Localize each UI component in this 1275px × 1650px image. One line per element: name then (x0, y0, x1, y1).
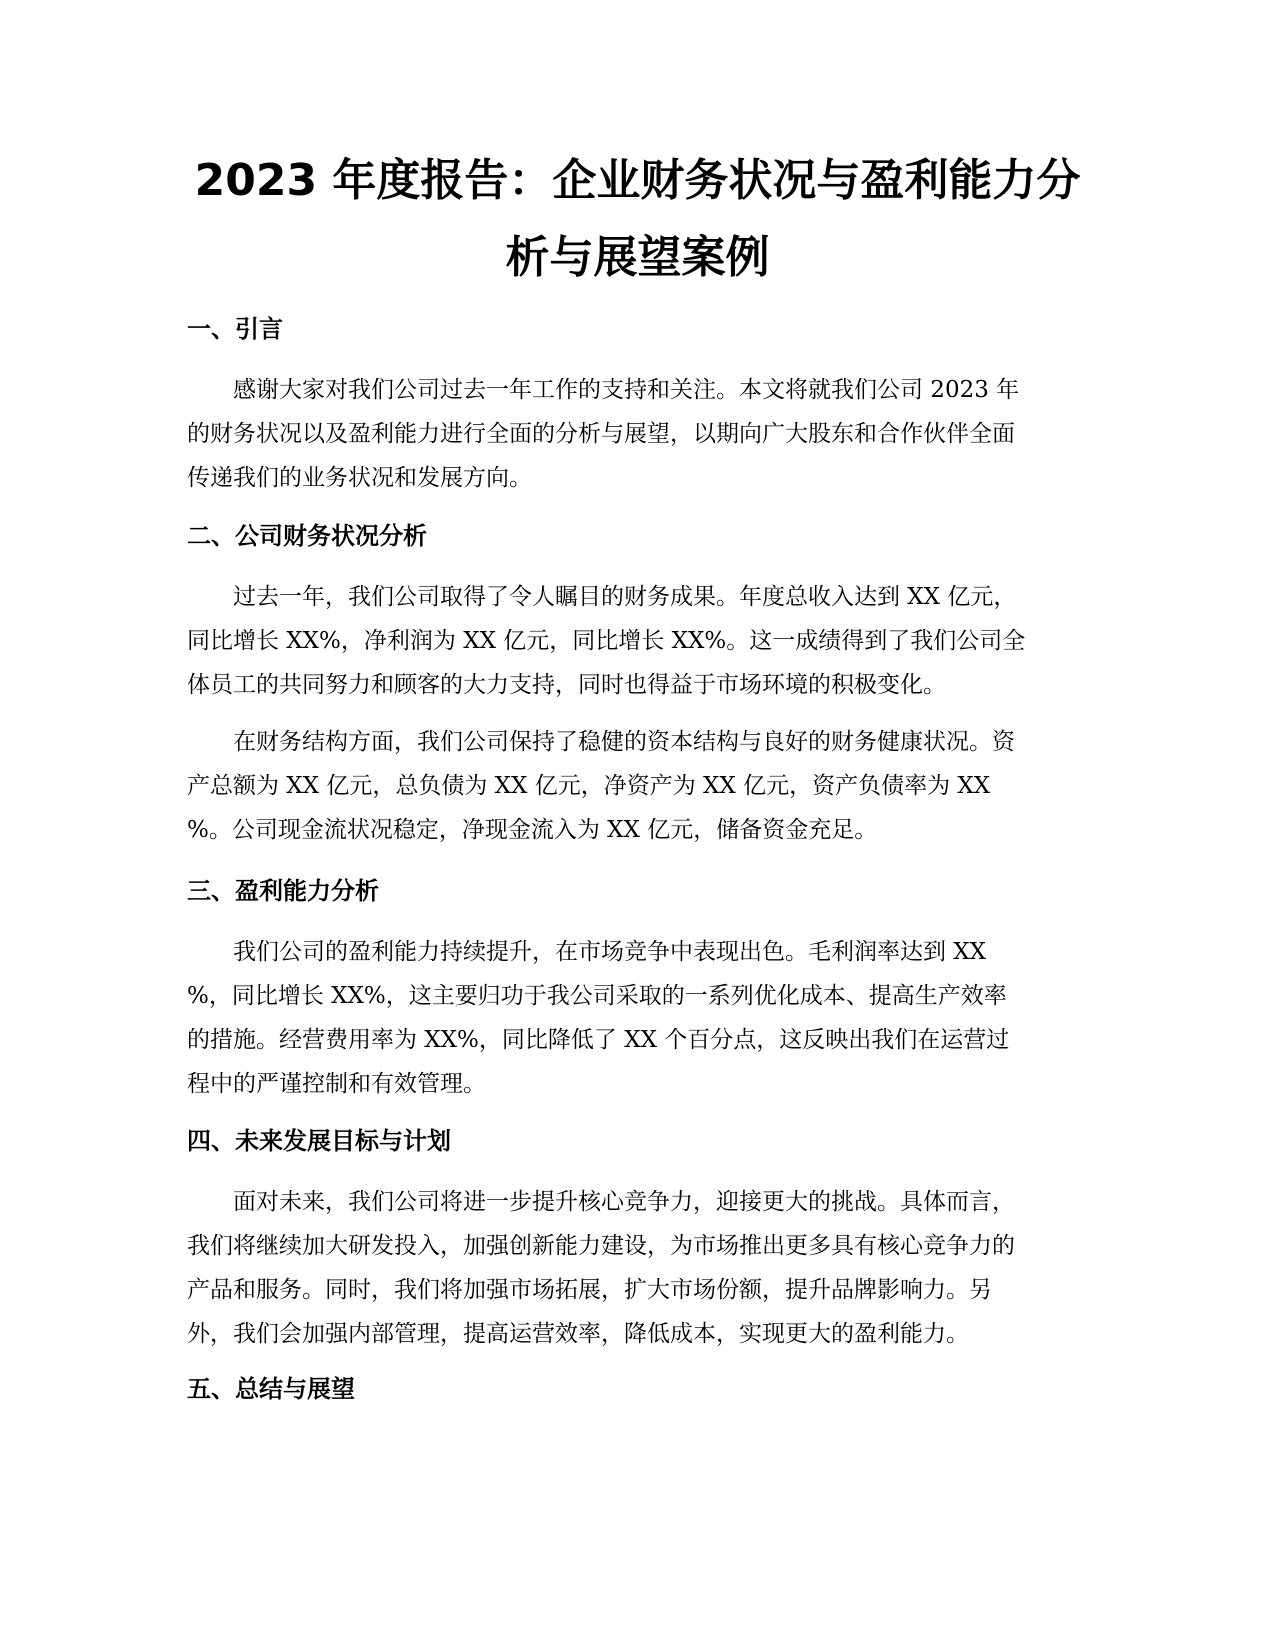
section-heading-financial-status: 二、公司财务状况分析 (187, 522, 427, 550)
paragraph-line: 产总额为 XX 亿元，总负债为 XX 亿元，净资产为 XX 亿元，资产负债率为 XX (187, 773, 991, 799)
section-heading-profitability: 三、盈利能力分析 (187, 877, 379, 905)
document-title-line-1: 2023 年度报告：企业财务状况与盈利能力分 (194, 155, 1081, 206)
paragraph-line: 的措施。经营费用率为 XX%，同比降低了 XX 个百分点，这反映出我们在运营过 (187, 1027, 1010, 1053)
paragraph-future-plans (187, 1180, 1097, 1356)
paragraph-line: 外，我们会加强内部管理，提高运营效率，降低成本，实现更大的盈利能力。 (187, 1321, 969, 1347)
paragraph-line: 同比增长 XX%，净利润为 XX 亿元，同比增长 XX%。这一成绩得到了我们公司全 (187, 628, 1026, 654)
paragraph-line: 我们公司的盈利能力持续提升，在市场竞争中表现出色。毛利润率达到 XX (233, 939, 987, 965)
paragraph-line: 传递我们的业务状况和发展方向。 (187, 465, 532, 491)
paragraph-financial-results (187, 575, 1097, 707)
paragraph-line: %，同比增长 XX%，这主要归功于我公司采取的一系列优化成本、提高生产效率 (187, 983, 1007, 1009)
paragraph-line: 体员工的共同努力和顾客的大力支持，同时也得益于市场环境的积极变化。 (187, 672, 946, 698)
paragraph-line: 产品和服务。同时，我们将加强市场拓展，扩大市场份额，提升品牌影响力。另 (187, 1277, 992, 1303)
paragraph-line: 过去一年，我们公司取得了令人瞩目的财务成果。年度总收入达到 XX 亿元， (233, 584, 1017, 610)
paragraph-introduction (187, 368, 1097, 500)
document-title-line-2: 析与展望案例 (505, 232, 770, 283)
paragraph-line: 面对未来，我们公司将进一步提升核心竞争力，迎接更大的挑战。具体而言， (233, 1189, 1015, 1215)
paragraph-line: 感谢大家对我们公司过去一年工作的支持和关注。本文将就我们公司 2023 年 (233, 377, 1020, 403)
section-heading-introduction: 一、引言 (187, 315, 283, 343)
paragraph-line: 的财务状况以及盈利能力进行全面的分析与展望，以期向广大股东和合作伙伴全面 (187, 421, 1015, 447)
paragraph-financial-structure (187, 720, 1097, 852)
paragraph-line: 我们将继续加大研发投入，加强创新能力建设，为市场推出更多具有核心竞争力的 (187, 1233, 1015, 1259)
section-heading-future-plans: 四、未来发展目标与计划 (187, 1127, 451, 1155)
paragraph-line: 在财务结构方面，我们公司保持了稳健的资本结构与良好的财务健康状况。资 (233, 729, 1015, 755)
paragraph-line: %。公司现金流状况稳定，净现金流入为 XX 亿元，储备资金充足。 (187, 817, 878, 843)
section-heading-summary: 五、总结与展望 (187, 1375, 355, 1403)
paragraph-line: 程中的严谨控制和有效管理。 (187, 1071, 486, 1097)
paragraph-profitability (187, 930, 1097, 1106)
